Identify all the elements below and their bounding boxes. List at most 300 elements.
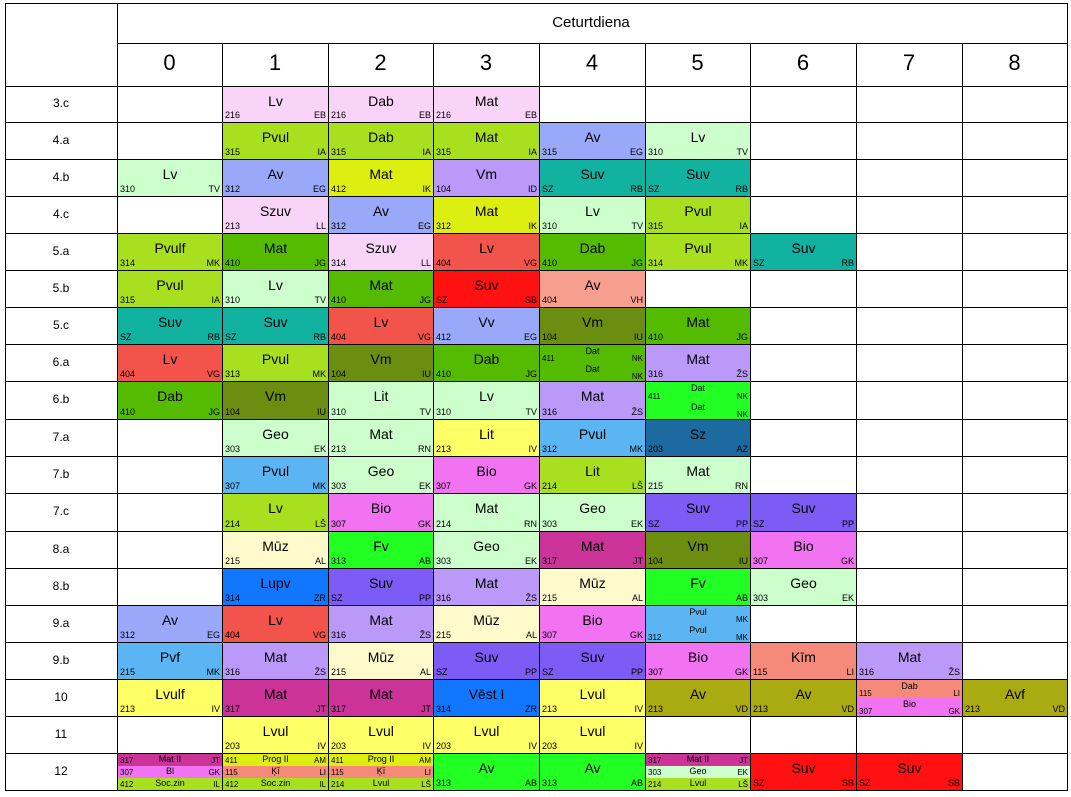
room-label: 307 — [542, 630, 558, 640]
class-label: 3.c — [52, 96, 69, 110]
class-label: 9.b — [52, 652, 70, 667]
subject-label: Ķī — [271, 765, 280, 776]
teacher-label: JT — [633, 556, 643, 566]
subject-label: Lv — [479, 388, 494, 404]
room-label: 104 — [436, 184, 452, 194]
room-label: 216 — [331, 110, 347, 120]
lesson-cell[interactable] — [223, 420, 328, 456]
day-title: Ceturtdiena — [552, 14, 630, 31]
room-label: SZ — [225, 332, 237, 342]
teacher-label: JG — [419, 295, 431, 305]
grid-line — [5, 753, 1068, 754]
lesson-cell[interactable] — [329, 532, 433, 568]
subject-label: Mūz — [367, 649, 395, 665]
room-label: 213 — [542, 704, 558, 714]
lesson-cell[interactable] — [540, 606, 645, 642]
teacher-label: JG — [525, 369, 537, 379]
teacher-label: VG — [206, 369, 220, 379]
room-label: 115 — [225, 767, 238, 777]
teacher-label: EG — [523, 332, 537, 342]
teacher-label: MK — [312, 481, 326, 491]
lesson-cell[interactable] — [434, 345, 539, 381]
lesson-part — [329, 766, 433, 778]
lesson-cell[interactable] — [118, 160, 222, 196]
lesson-cell[interactable] — [434, 160, 539, 196]
lesson-cell[interactable] — [329, 197, 433, 233]
subject-label: Soc.zin — [260, 777, 291, 788]
lesson-cell[interactable] — [540, 308, 645, 344]
room-label: 410 — [648, 332, 664, 342]
room-label: 307 — [225, 481, 241, 491]
subject-label: Lv — [268, 500, 283, 516]
teacher-label: AB — [630, 778, 643, 788]
lesson-cell[interactable] — [223, 494, 328, 531]
teacher-label: NK — [631, 372, 643, 381]
lesson-cell[interactable] — [434, 234, 539, 270]
lesson-cell[interactable] — [434, 87, 539, 122]
lesson-cell[interactable] — [963, 680, 1067, 716]
subject-label: Vēst I — [468, 686, 505, 702]
subject-label: Geo — [579, 500, 606, 516]
room-label: SZ — [542, 667, 554, 677]
teacher-label: IK — [528, 221, 537, 231]
lesson-cell[interactable] — [329, 643, 433, 679]
lesson-cell[interactable] — [329, 271, 433, 307]
subject-label: Av — [267, 166, 284, 182]
room-label: 313 — [331, 556, 347, 566]
subject-label: Soc.zin — [155, 777, 185, 788]
teacher-label: EB — [313, 110, 326, 120]
subject-label: Ķī — [376, 765, 386, 776]
lesson-cell[interactable] — [118, 643, 222, 679]
lesson-cell[interactable] — [329, 234, 433, 270]
teacher-label: PP — [524, 667, 537, 677]
teacher-label: EK — [737, 767, 748, 777]
lesson-cell[interactable] — [329, 717, 433, 753]
lesson-cell[interactable] — [434, 382, 539, 419]
lesson-cell[interactable] — [646, 643, 750, 679]
subject-label: Lvul — [579, 686, 606, 702]
lesson-cell[interactable] — [223, 754, 328, 790]
subject-label: Mūz — [262, 538, 289, 554]
lesson-cell[interactable] — [223, 160, 328, 196]
teacher-label: RN — [524, 519, 537, 529]
teacher-label: JT — [739, 755, 748, 765]
teacher-label: MK — [312, 369, 326, 379]
teacher-label: JT — [316, 704, 326, 714]
room-label: SZ — [753, 258, 765, 268]
teacher-label: LŠ — [421, 779, 431, 789]
lesson-cell[interactable] — [329, 569, 433, 605]
room-label: 314 — [225, 593, 241, 603]
teacher-label: GK — [734, 667, 748, 677]
room-label: 104 — [648, 556, 664, 566]
class-label: 7.a — [52, 429, 70, 444]
room-label: 315 — [436, 147, 452, 157]
class-label: 5.c — [52, 317, 69, 332]
lesson-cell[interactable] — [857, 754, 962, 790]
subject-label: Av — [372, 203, 390, 219]
lesson-cell[interactable] — [434, 606, 539, 642]
lesson-cell[interactable] — [223, 197, 328, 233]
teacher-label: JT — [421, 704, 431, 714]
teacher-label: AB — [524, 778, 537, 788]
subject-label: Mat — [686, 314, 710, 330]
lesson-cell[interactable] — [118, 680, 222, 716]
room-label: SZ — [648, 519, 660, 529]
lesson-cell[interactable] — [646, 234, 750, 270]
lesson-cell[interactable] — [434, 754, 539, 790]
teacher-label: GK — [840, 556, 854, 566]
subject-label: Lv — [373, 314, 389, 330]
lesson-cell[interactable] — [434, 271, 539, 307]
period-header: 8 — [1008, 50, 1021, 75]
lesson-cell[interactable] — [540, 123, 645, 159]
teacher-label: RB — [630, 184, 643, 194]
teacher-label: IV — [528, 444, 537, 454]
lesson-cell[interactable] — [118, 308, 222, 344]
lesson-cell[interactable] — [223, 643, 328, 679]
lesson-cell[interactable] — [118, 234, 222, 270]
teacher-label: VG — [312, 630, 326, 640]
subject-label: Mat — [686, 351, 710, 367]
room-label: 410 — [120, 407, 136, 417]
teacher-label: VG — [523, 258, 537, 268]
lesson-cell[interactable] — [434, 420, 539, 456]
grid-line — [5, 3, 6, 790]
lesson-cell[interactable] — [329, 606, 433, 642]
lesson-cell[interactable] — [223, 680, 328, 716]
grid-line — [5, 3, 1068, 4]
lesson-cell[interactable] — [540, 680, 645, 716]
room-label: 312 — [648, 633, 662, 642]
lesson-cell[interactable] — [540, 717, 645, 753]
subject-label: Suv — [474, 277, 499, 293]
lesson-cell[interactable] — [329, 345, 433, 381]
teacher-label: NK — [631, 354, 643, 363]
teacher-label: LI — [953, 689, 960, 698]
teacher-label: RN — [418, 444, 431, 454]
lesson-cell[interactable] — [751, 494, 856, 531]
lesson-cell[interactable] — [646, 308, 750, 344]
teacher-label: LI — [424, 767, 431, 777]
subject-label: Lv — [268, 277, 283, 293]
lesson-cell[interactable] — [434, 643, 539, 679]
subject-label: Mūz — [579, 575, 606, 591]
teacher-label: MK — [736, 615, 748, 624]
lesson-cell[interactable] — [223, 234, 328, 270]
room-label: 412 — [331, 184, 347, 194]
lesson-cell[interactable] — [751, 569, 856, 605]
lesson-part — [118, 754, 222, 766]
lesson-cell[interactable] — [540, 494, 645, 531]
teacher-label: MK — [629, 444, 643, 454]
subject-label: Lvul — [262, 723, 289, 739]
teacher-label: PP — [841, 519, 854, 529]
subject-label: Kīm — [791, 649, 816, 665]
subject-label: Mat — [263, 240, 288, 256]
subject-label: Sz — [689, 426, 707, 442]
lesson-cell[interactable] — [646, 457, 750, 493]
lesson-cell[interactable] — [646, 680, 750, 716]
lesson-cell[interactable] — [540, 569, 645, 605]
subject-label: Dab — [579, 240, 606, 256]
lesson-cell[interactable] — [540, 197, 645, 233]
class-label: 6.b — [52, 392, 70, 406]
teacher-label: AL — [314, 556, 326, 566]
period-header: 2 — [374, 50, 387, 75]
teacher-label: IU — [634, 332, 643, 342]
teacher-label: EG — [417, 221, 431, 231]
grid-line — [5, 568, 1068, 569]
subject-label: Pvf — [159, 649, 181, 665]
class-label: 5.b — [52, 280, 70, 295]
room-label: 215 — [120, 667, 136, 677]
lesson-part — [540, 363, 645, 381]
lesson-cell[interactable] — [434, 494, 539, 531]
room-label: 310 — [120, 184, 136, 194]
subject-label: Bio — [793, 538, 814, 554]
lesson-cell[interactable] — [118, 382, 222, 419]
lesson-cell[interactable] — [646, 569, 750, 605]
lesson-cell[interactable] — [646, 345, 750, 381]
lesson-cell[interactable] — [751, 234, 856, 270]
subject-label: Av — [478, 760, 495, 776]
subject-label: Bio — [902, 699, 916, 709]
lesson-cell[interactable] — [434, 717, 539, 753]
lesson-cell[interactable] — [646, 197, 750, 233]
lesson-cell[interactable] — [751, 754, 856, 790]
lesson-cell[interactable] — [540, 643, 645, 679]
teacher-label: ŽS — [631, 407, 643, 417]
room-label: 410 — [225, 258, 241, 268]
grid-line — [433, 43, 434, 790]
lesson-cell[interactable] — [857, 643, 962, 679]
subject-label: Mat — [369, 612, 393, 628]
class-label: 10 — [54, 689, 68, 704]
lesson-cell[interactable] — [118, 606, 222, 642]
subject-label: Mat — [474, 129, 499, 145]
subject-label: Dat — [585, 346, 600, 356]
teacher-label: LŠ — [314, 519, 326, 529]
lesson-cell[interactable] — [540, 420, 645, 456]
teacher-label: AM — [419, 755, 431, 765]
lesson-cell[interactable] — [751, 680, 856, 716]
lesson-cell[interactable] — [434, 197, 539, 233]
grid-line — [5, 381, 1068, 382]
room-label: 307 — [648, 667, 664, 677]
room-label: SZ — [753, 519, 765, 529]
subject-label: Szuv — [365, 240, 397, 256]
room-label: 315 — [542, 147, 558, 157]
lesson-cell[interactable] — [329, 160, 433, 196]
subject-label: Avf — [1005, 686, 1025, 702]
room-label: 307 — [753, 556, 769, 566]
lesson-cell[interactable] — [434, 457, 539, 493]
lesson-cell[interactable] — [434, 532, 539, 568]
teacher-label: IU — [317, 407, 326, 417]
subject-label: Mat — [369, 166, 393, 182]
lesson-cell[interactable] — [434, 308, 539, 344]
lesson-part — [646, 766, 750, 778]
lesson-cell[interactable] — [857, 680, 962, 716]
lesson-part — [223, 754, 328, 766]
subject-label: Lv — [268, 93, 283, 109]
lesson-cell[interactable] — [223, 123, 328, 159]
lesson-cell[interactable] — [434, 569, 539, 605]
lesson-cell[interactable] — [223, 457, 328, 493]
lesson-cell[interactable] — [646, 123, 750, 159]
lesson-cell[interactable] — [223, 382, 328, 419]
lesson-cell[interactable] — [751, 643, 856, 679]
lesson-cell[interactable] — [329, 754, 433, 790]
subject-label: Mat — [897, 649, 922, 665]
lesson-cell[interactable] — [434, 680, 539, 716]
room-label: 404 — [225, 630, 241, 640]
lesson-cell[interactable] — [646, 606, 750, 642]
subject-label: Dab — [157, 388, 183, 404]
room-label: 314 — [436, 704, 452, 714]
grid-line — [5, 531, 1068, 532]
subject-label: Vm — [265, 388, 286, 404]
class-label: 11 — [54, 726, 68, 741]
lesson-part — [118, 778, 222, 790]
subject-label: Bio — [582, 612, 603, 628]
class-label: 8.b — [52, 578, 70, 593]
lesson-cell[interactable] — [118, 271, 222, 307]
lesson-cell[interactable] — [646, 382, 750, 419]
room-label: 316 — [331, 630, 347, 640]
lesson-cell[interactable] — [646, 532, 750, 568]
room-label: SZ — [648, 184, 660, 194]
lesson-cell[interactable] — [329, 382, 433, 419]
lesson-cell[interactable] — [118, 345, 222, 381]
subject-label: Lvulf — [155, 686, 185, 702]
lesson-cell[interactable] — [434, 123, 539, 159]
room-label: 312 — [120, 630, 136, 640]
teacher-label: GK — [208, 767, 220, 777]
lesson-cell[interactable] — [540, 754, 645, 790]
teacher-label: IA — [211, 295, 220, 305]
lesson-cell[interactable] — [223, 271, 328, 307]
teacher-label: IA — [422, 147, 431, 157]
teacher-label: RN — [735, 481, 748, 491]
room-label: 317 — [648, 755, 662, 765]
room-label: 312 — [331, 221, 347, 231]
lesson-cell[interactable] — [223, 606, 328, 642]
lesson-cell[interactable] — [540, 532, 645, 568]
teacher-label: VD — [841, 704, 854, 714]
teacher-label: LI — [319, 767, 326, 777]
lesson-cell[interactable] — [329, 87, 433, 122]
grid-line — [117, 43, 1067, 44]
lesson-cell[interactable] — [751, 532, 856, 568]
teacher-label: IK — [422, 184, 431, 194]
room-label: 310 — [436, 407, 452, 417]
room-label: SZ — [436, 295, 448, 305]
room-label: 104 — [331, 369, 347, 379]
lesson-part — [646, 606, 750, 625]
lesson-cell[interactable] — [540, 382, 645, 419]
teacher-label: ID — [528, 184, 537, 194]
subject-label: Bio — [476, 463, 497, 479]
room-label: 213 — [753, 704, 769, 714]
teacher-label: MK — [736, 633, 748, 642]
subject-label: Mat — [686, 463, 710, 479]
room-label: 412 — [436, 332, 452, 342]
subject-label: Dab — [901, 681, 918, 691]
lesson-cell[interactable] — [329, 308, 433, 344]
lesson-cell[interactable] — [646, 754, 750, 790]
subject-label: Mat — [369, 426, 393, 442]
room-label: 214 — [225, 519, 241, 529]
room-label: 215 — [436, 630, 452, 640]
lesson-cell[interactable] — [223, 717, 328, 753]
lesson-cell[interactable] — [329, 680, 433, 716]
lesson-cell[interactable] — [646, 420, 750, 456]
lesson-cell[interactable] — [118, 754, 222, 790]
subject-label: Pvulf — [154, 240, 186, 256]
lesson-cell[interactable] — [540, 271, 645, 307]
lesson-cell[interactable] — [329, 123, 433, 159]
teacher-label: VD — [1052, 704, 1065, 714]
lesson-cell[interactable] — [329, 457, 433, 493]
lesson-cell[interactable] — [223, 532, 328, 568]
teacher-label: JG — [208, 407, 220, 417]
room-label: 213 — [965, 704, 981, 714]
lesson-cell[interactable] — [540, 234, 645, 270]
teacher-label: NK — [736, 391, 748, 401]
lesson-cell[interactable] — [540, 457, 645, 493]
room-label: SZ — [753, 778, 765, 788]
teacher-label: IA — [317, 147, 326, 157]
lesson-cell[interactable] — [646, 160, 750, 196]
subject-label: Suv — [580, 166, 605, 182]
teacher-label: NK — [736, 410, 748, 419]
teacher-label: RB — [207, 332, 220, 342]
lesson-part — [857, 698, 962, 716]
room-label: 104 — [542, 332, 558, 342]
teacher-label: VH — [630, 295, 643, 305]
lesson-cell[interactable] — [540, 160, 645, 196]
room-label: 314 — [648, 258, 664, 268]
lesson-cell[interactable] — [223, 569, 328, 605]
lesson-cell[interactable] — [223, 308, 328, 344]
lesson-cell[interactable] — [329, 420, 433, 456]
class-label: 5.a — [52, 243, 70, 258]
subject-label: Av — [584, 277, 601, 293]
lesson-cell[interactable] — [223, 345, 328, 381]
lesson-cell[interactable] — [540, 345, 645, 381]
subject-label: Mat — [474, 93, 499, 109]
teacher-label: IV — [634, 741, 643, 751]
subject-label: Geo — [262, 426, 289, 442]
subject-label: Lv — [268, 612, 283, 628]
room-label: 303 — [436, 556, 452, 566]
room-label: 307 — [120, 767, 134, 777]
teacher-label: ŽS — [314, 667, 326, 677]
lesson-cell[interactable] — [223, 87, 328, 122]
subject-label: Suv — [897, 760, 922, 776]
grid-line — [5, 605, 1068, 606]
room-label: 115 — [859, 689, 872, 698]
subject-label: Prog II — [262, 754, 289, 764]
room-label: 411 — [331, 755, 344, 765]
lesson-cell[interactable] — [646, 494, 750, 531]
teacher-label: EB — [524, 110, 537, 120]
subject-label: Lv — [585, 203, 600, 219]
lesson-cell[interactable] — [329, 494, 433, 531]
